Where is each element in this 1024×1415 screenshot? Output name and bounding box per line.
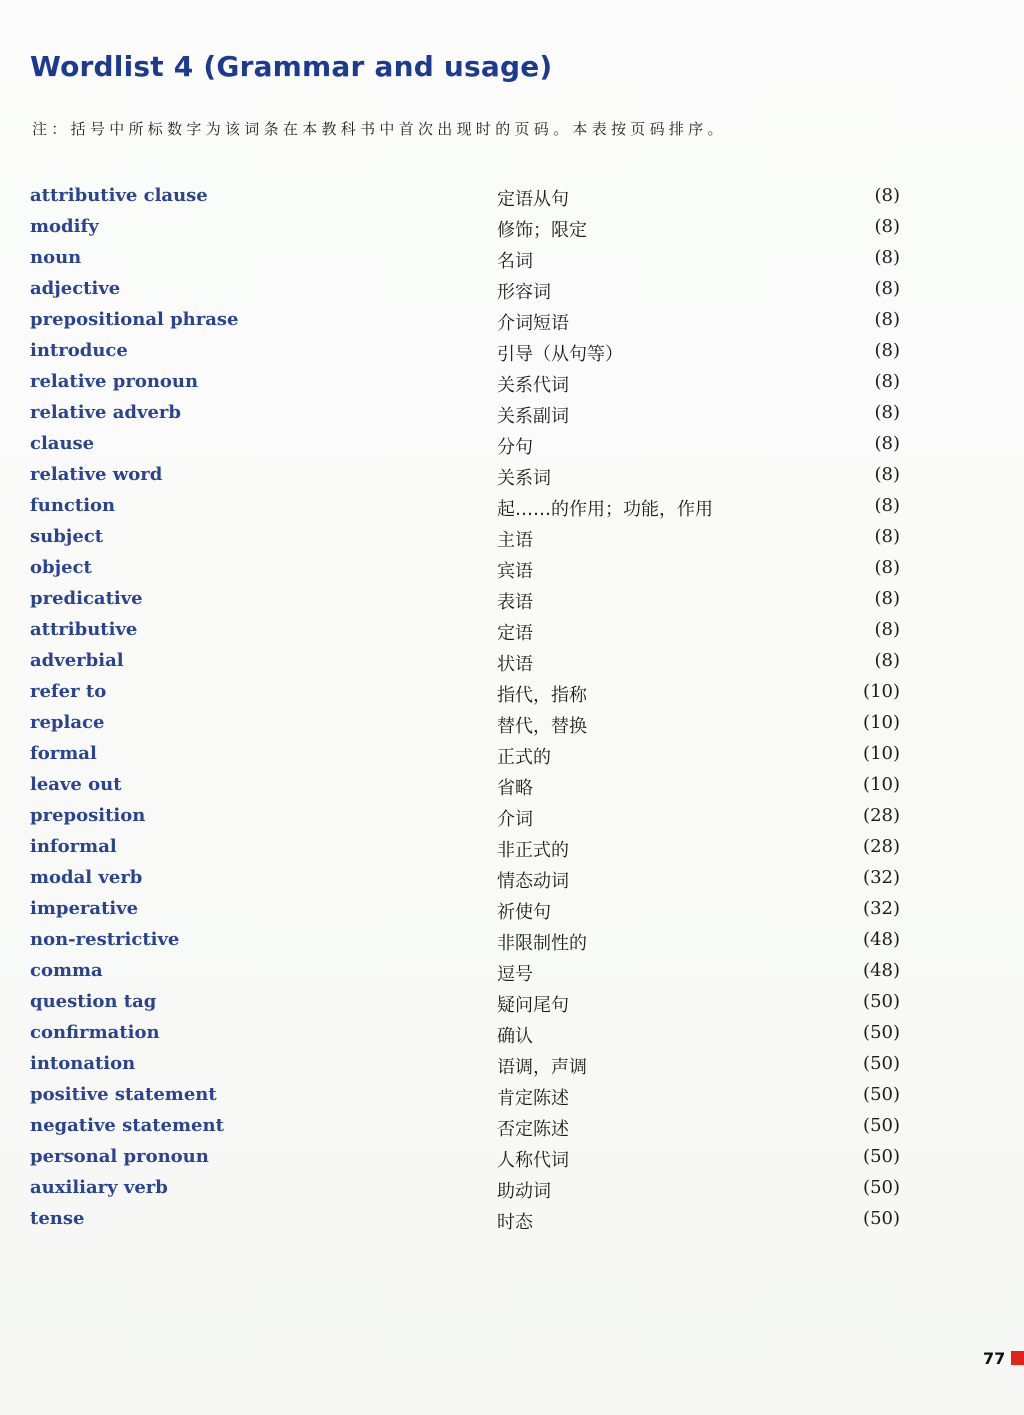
wordlist-row bbox=[0, 462, 1024, 493]
entry-meaning: 肯定陈述 bbox=[497, 1088, 569, 1109]
wordlist-row bbox=[0, 1051, 1024, 1082]
wordlist-row bbox=[0, 927, 1024, 958]
wordlist-row bbox=[0, 772, 1024, 803]
entry-page: (50) bbox=[863, 991, 900, 1012]
entry-term: relative pronoun bbox=[30, 371, 199, 392]
entry-term: introduce bbox=[30, 340, 128, 361]
entry-term: object bbox=[30, 557, 92, 578]
wordlist-row bbox=[0, 617, 1024, 648]
entry-page: (8) bbox=[874, 464, 900, 485]
entry-meaning: 介词短语 bbox=[497, 313, 569, 334]
entry-term: negative statement bbox=[30, 1115, 224, 1136]
entry-term: relative word bbox=[30, 464, 163, 485]
entry-meaning: 主语 bbox=[497, 530, 533, 551]
entry-meaning: 形容词 bbox=[497, 282, 551, 303]
wordlist-row bbox=[0, 524, 1024, 555]
entry-meaning: 否定陈述 bbox=[497, 1119, 569, 1140]
wordlist-row bbox=[0, 1144, 1024, 1175]
wordlist-row bbox=[0, 1082, 1024, 1113]
entry-meaning: 疑问尾句 bbox=[497, 995, 569, 1016]
entry-term: prepositional phrase bbox=[30, 309, 239, 330]
wordlist-row bbox=[0, 245, 1024, 276]
entry-page: (8) bbox=[874, 216, 900, 237]
entry-term: personal pronoun bbox=[30, 1146, 209, 1167]
entry-meaning: 关系副词 bbox=[497, 406, 569, 427]
wordlist-row bbox=[0, 338, 1024, 369]
entry-meaning: 情态动词 bbox=[497, 871, 569, 892]
entry-page: (50) bbox=[863, 1177, 900, 1198]
entry-meaning: 语调，声调 bbox=[497, 1057, 587, 1078]
entry-meaning: 定语 bbox=[497, 623, 533, 644]
entry-page: (10) bbox=[863, 743, 900, 764]
wordlist-row bbox=[0, 400, 1024, 431]
entry-meaning: 状语 bbox=[497, 654, 533, 675]
wordlist-row bbox=[0, 710, 1024, 741]
entry-meaning: 助动词 bbox=[497, 1181, 551, 1202]
wordlist-row bbox=[0, 1113, 1024, 1144]
entry-term: preposition bbox=[30, 805, 146, 826]
entry-term: informal bbox=[30, 836, 117, 857]
entry-term: confirmation bbox=[30, 1022, 160, 1043]
wordlist-row bbox=[0, 648, 1024, 679]
entry-page: (32) bbox=[863, 867, 900, 888]
entry-page: (50) bbox=[863, 1146, 900, 1167]
entry-page: (8) bbox=[874, 619, 900, 640]
entry-page: (50) bbox=[863, 1208, 900, 1229]
wordlist-row bbox=[0, 183, 1024, 214]
entry-meaning: 关系词 bbox=[497, 468, 551, 489]
entry-term: intonation bbox=[30, 1053, 136, 1074]
entry-term: attributive bbox=[30, 619, 138, 640]
entry-term: subject bbox=[30, 526, 104, 547]
entry-term: adjective bbox=[30, 278, 121, 299]
entry-page: (50) bbox=[863, 1084, 900, 1105]
entry-meaning: 时态 bbox=[497, 1212, 533, 1233]
entry-term: replace bbox=[30, 712, 105, 733]
entry-term: question tag bbox=[30, 991, 157, 1012]
entry-page: (8) bbox=[874, 526, 900, 547]
entry-page: (28) bbox=[863, 836, 900, 857]
entry-term: imperative bbox=[30, 898, 139, 919]
wordlist bbox=[0, 183, 1024, 1237]
entry-meaning: 指代，指称 bbox=[497, 685, 587, 706]
wordlist-row bbox=[0, 958, 1024, 989]
page-title: Wordlist 4 (Grammar and usage) bbox=[30, 50, 553, 83]
entry-meaning: 引导（从句等） bbox=[497, 344, 623, 365]
entry-term: auxiliary verb bbox=[30, 1177, 168, 1198]
entry-meaning: 宾语 bbox=[497, 561, 533, 582]
entry-term: attributive clause bbox=[30, 185, 208, 206]
entry-page: (8) bbox=[874, 402, 900, 423]
entry-term: modify bbox=[30, 216, 99, 237]
entry-meaning: 修饰；限定 bbox=[497, 220, 587, 241]
entry-page: (8) bbox=[874, 495, 900, 516]
entry-page: (8) bbox=[874, 588, 900, 609]
entry-meaning: 定语从句 bbox=[497, 189, 569, 210]
entry-term: non-restrictive bbox=[30, 929, 180, 950]
entry-page: (50) bbox=[863, 1022, 900, 1043]
entry-meaning: 表语 bbox=[497, 592, 533, 613]
entry-page: (32) bbox=[863, 898, 900, 919]
wordlist-row bbox=[0, 431, 1024, 462]
entry-meaning: 正式的 bbox=[497, 747, 551, 768]
wordlist-row bbox=[0, 586, 1024, 617]
entry-term: predicative bbox=[30, 588, 143, 609]
entry-page: (8) bbox=[874, 278, 900, 299]
entry-term: leave out bbox=[30, 774, 122, 795]
entry-page: (10) bbox=[863, 774, 900, 795]
entry-page: (28) bbox=[863, 805, 900, 826]
entry-meaning: 分句 bbox=[497, 437, 533, 458]
entry-page: (8) bbox=[874, 650, 900, 671]
wordlist-row bbox=[0, 307, 1024, 338]
entry-meaning: 关系代词 bbox=[497, 375, 569, 396]
entry-page: (10) bbox=[863, 681, 900, 702]
wordlist-row bbox=[0, 214, 1024, 245]
wordlist-row bbox=[0, 865, 1024, 896]
entry-term: modal verb bbox=[30, 867, 143, 888]
entry-term: tense bbox=[30, 1208, 85, 1229]
wordlist-row bbox=[0, 276, 1024, 307]
entry-page: (8) bbox=[874, 340, 900, 361]
wordlist-row bbox=[0, 1020, 1024, 1051]
wordlist-row bbox=[0, 1175, 1024, 1206]
entry-page: (50) bbox=[863, 1115, 900, 1136]
entry-term: refer to bbox=[30, 681, 107, 702]
wordlist-row bbox=[0, 989, 1024, 1020]
wordlist-row bbox=[0, 896, 1024, 927]
entry-page: (48) bbox=[863, 929, 900, 950]
entry-term: comma bbox=[30, 960, 103, 981]
entry-page: (8) bbox=[874, 433, 900, 454]
entry-term: adverbial bbox=[30, 650, 124, 671]
wordlist-row bbox=[0, 803, 1024, 834]
entry-page: (10) bbox=[863, 712, 900, 733]
wordlist-row bbox=[0, 834, 1024, 865]
wordlist-row bbox=[0, 369, 1024, 400]
entry-meaning: 非限制性的 bbox=[497, 933, 587, 954]
entry-meaning: 逗号 bbox=[497, 964, 533, 985]
entry-term: positive statement bbox=[30, 1084, 217, 1105]
entry-meaning: 起……的作用；功能，作用 bbox=[497, 499, 713, 520]
wordlist-row bbox=[0, 679, 1024, 710]
wordlist-row bbox=[0, 493, 1024, 524]
page-marker bbox=[1011, 1351, 1024, 1365]
entry-page: (8) bbox=[874, 309, 900, 330]
wordlist-row bbox=[0, 555, 1024, 586]
entry-term: function bbox=[30, 495, 116, 516]
entry-page: (48) bbox=[863, 960, 900, 981]
entry-meaning: 替代，替换 bbox=[497, 716, 587, 737]
entry-page: (8) bbox=[874, 371, 900, 392]
page-note: 注：括号中所标数字为该词条在本教科书中首次出现时的页码。本表按页码排序。 bbox=[32, 120, 727, 138]
entry-page: (50) bbox=[863, 1053, 900, 1074]
wordlist-row bbox=[0, 1206, 1024, 1237]
entry-meaning: 人称代词 bbox=[497, 1150, 569, 1171]
entry-term: relative adverb bbox=[30, 402, 181, 423]
entry-meaning: 介词 bbox=[497, 809, 533, 830]
entry-page: (8) bbox=[874, 185, 900, 206]
entry-meaning: 确认 bbox=[497, 1026, 533, 1047]
entry-term: noun bbox=[30, 247, 82, 268]
entry-meaning: 祈使句 bbox=[497, 902, 551, 923]
entry-meaning: 省略 bbox=[497, 778, 533, 799]
entry-page: (8) bbox=[874, 247, 900, 268]
page-number: 77 bbox=[983, 1349, 1006, 1368]
entry-term: formal bbox=[30, 743, 97, 764]
entry-term: clause bbox=[30, 433, 95, 454]
wordlist-row bbox=[0, 741, 1024, 772]
entry-meaning: 名词 bbox=[497, 251, 533, 272]
entry-meaning: 非正式的 bbox=[497, 840, 569, 861]
entry-page: (8) bbox=[874, 557, 900, 578]
